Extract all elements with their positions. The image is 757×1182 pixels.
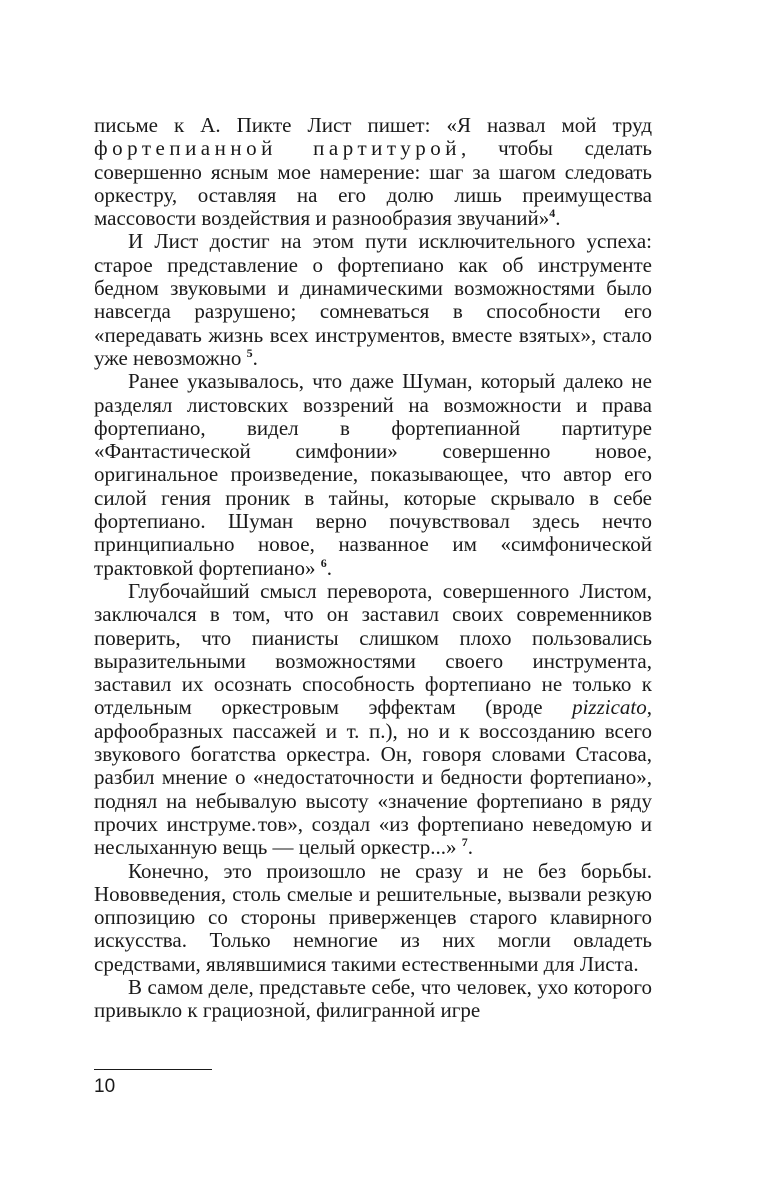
paragraph-1 bbox=[94, 114, 652, 230]
paragraph-3 bbox=[94, 370, 652, 580]
paragraph-1-text-c: , чтобы сделать совершенно ясным мое намерение: шаг за шагом следовать оркестру, оставляя на его долю лишь преимущества массовости воздействия и разнообразия звучаний» bbox=[94, 136, 652, 231]
footnote-divider bbox=[94, 1069, 212, 1070]
paragraph-6 bbox=[94, 976, 652, 1023]
paragraph-1-spaced-emphasis: фортепианной партитурой bbox=[94, 136, 461, 161]
footnote-ref-4: 4 bbox=[549, 206, 556, 221]
footnote-ref-6: 6 bbox=[320, 555, 327, 570]
paragraph-1-text-a: письме к А. Пикте Лист пишет: «Я назвал мой труд bbox=[94, 113, 652, 137]
footnote-ref-5: 5 bbox=[246, 345, 253, 360]
paragraph-5-text-a: Конечно, это произошло не сразу и не без борьбы. Нововведения, столь смелые и решительные, вызвали резкую оппозицию со стороны приверженцев старого клавирного искусства. Только немногие из них могли овладеть средствами, являвшимися такими естественными для Листа. bbox=[94, 858, 652, 976]
page-number: 10 bbox=[94, 1076, 116, 1097]
paragraph-3-text-a: Ранее указывалось, что даже Шуман, который далеко не разделял листовских воззрений на возможности и права фортепиано, видел в фортепианной партитуре «Фантастической симфонии» совершенно новое, оригинальное произведение, показывающее, что автор его силой гения проник в тайны, которые скрывало в себе фортепиано. Шуман верно почувствовал здесь нечто принципиально новое, названное им «симфонической трактовкой фортепиано» bbox=[94, 369, 652, 580]
paragraph-4-italic-term: pizzicato bbox=[572, 695, 647, 720]
paragraph-4 bbox=[94, 580, 652, 860]
paragraph-2-text-d: . bbox=[252, 345, 258, 370]
paragraph-2 bbox=[94, 230, 652, 370]
paragraph-4-text-a: Глубочайший смысл переворота, совершенного Листом, заключался в том, что он заставил своих современников поверить, что пианисты слишком плохо пользовались выразительными возможностями своего инструмента, заставил их осознать способность фортепиано не только к отдельным оркестровым эффектам (вроде bbox=[94, 578, 652, 720]
paragraph-5 bbox=[94, 860, 652, 976]
paragraph-1-text-d: . bbox=[555, 206, 561, 231]
paragraph-4-text-d: . bbox=[467, 835, 473, 860]
paragraph-4-text-b: , арфообразных пассажей и т. п.), но и к воссозданию всего звукового богатства оркестра. Он, говоря словами Стасова, разбил мнение о «недостаточности и бедности фортепиано», поднял на небывалую высоту «значение фортепиано в ряду прочих инструме. тов», создал «из фортепиано неведомую и неслыханную вещь — целый оркестр...» bbox=[94, 695, 652, 860]
paragraph-6-text-a: В самом деле, представьте себе, что человек, ухо которого привыкло к грациозной, филигранной игре bbox=[94, 974, 652, 1023]
paragraph-2-text-a: И Лист достиг на этом пути исключительного успеха: старое представление о фортепиано как об инструменте бедном звуковыми и динамическими возможностями было навсегда разрушено; сомневаться в способности его «передавать жизнь всех инструментов, вместе взятых», стало уже невозможно bbox=[94, 229, 652, 370]
page-body bbox=[94, 114, 652, 1023]
paragraph-3-text-d: . bbox=[326, 555, 332, 580]
footnote-ref-7: 7 bbox=[461, 835, 468, 850]
